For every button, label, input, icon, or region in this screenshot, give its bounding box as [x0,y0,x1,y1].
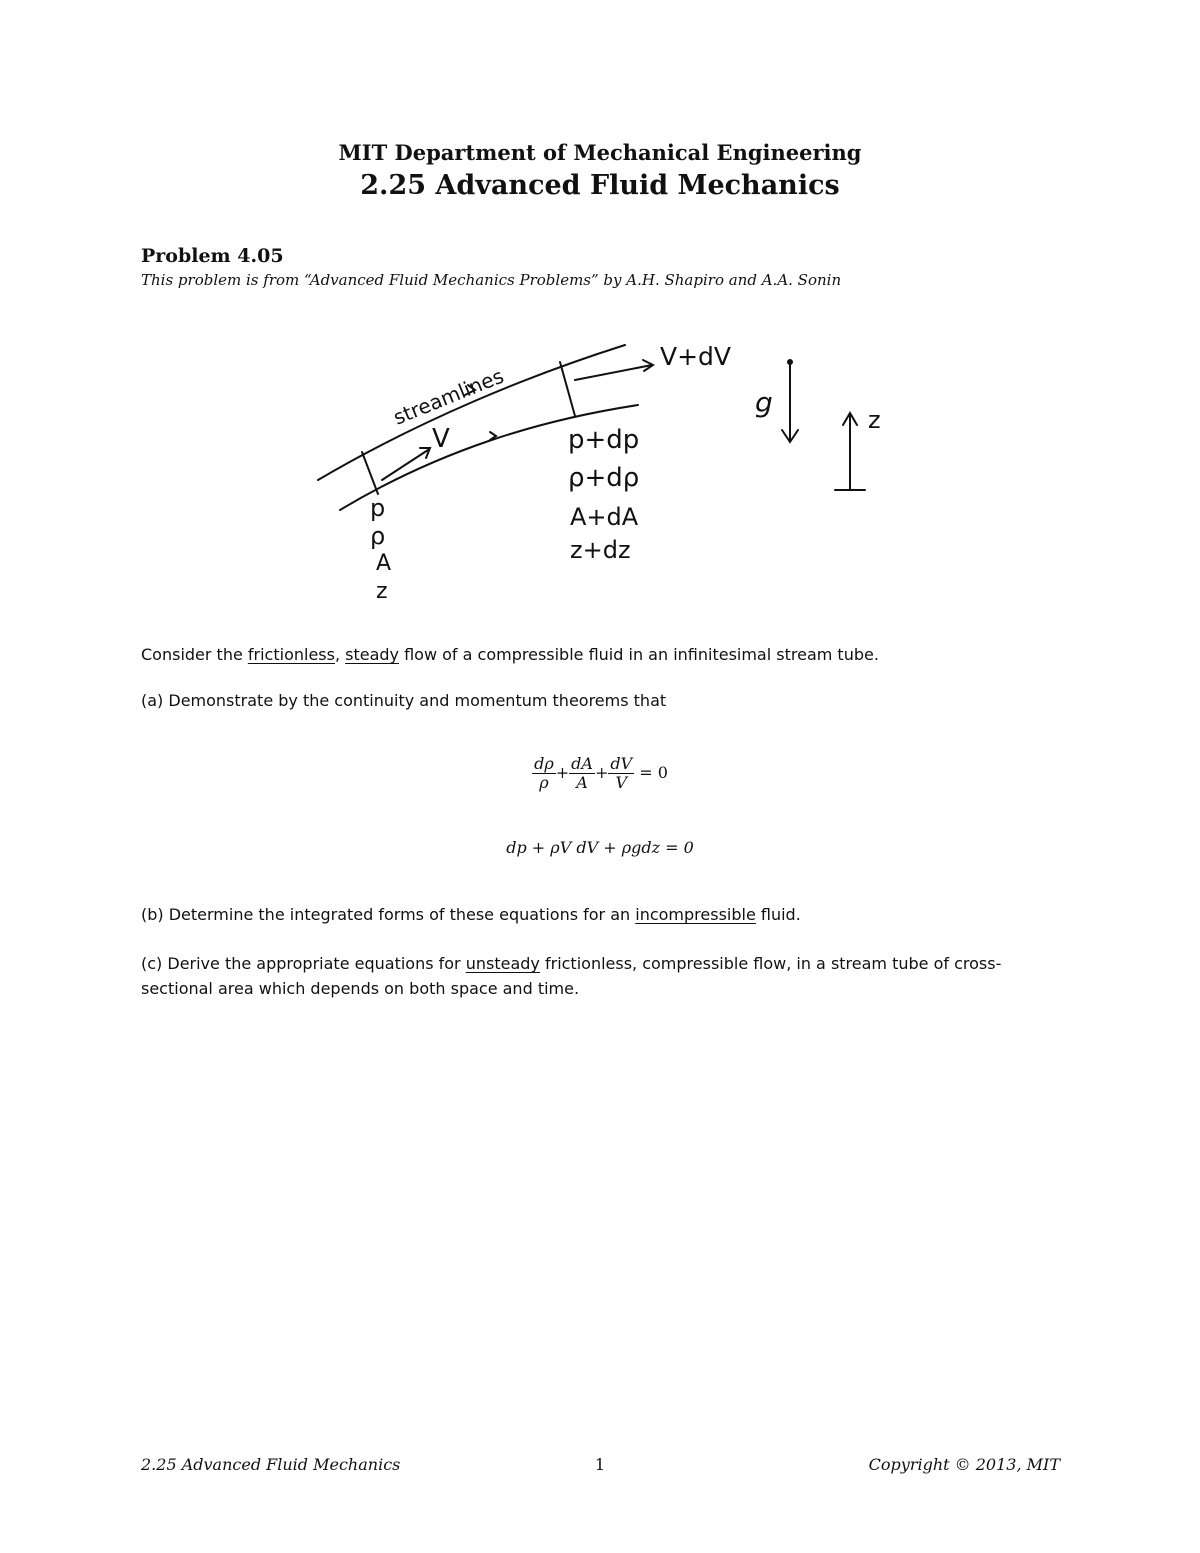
right-pressure-label: p+dp [568,425,640,455]
z-axis-label: z [868,406,881,434]
gravity-label: g [755,386,773,419]
footer-page-number: 1 [594,1455,606,1474]
left-density-label: ρ [370,522,386,550]
right-density-label: ρ+dρ [568,463,640,493]
left-elevation-label: z [376,579,388,604]
department-heading: MIT Department of Mechanical Engineering [338,140,862,165]
part-b-text: (b) Determine the integrated forms of these equations for an incompressible fluid. [141,905,801,924]
part-c-text: (c) Derive the appropriate equations for unsteady frictionless, compressible flow, in a stream tube of cross-sectional area which depends on both space and time. [141,954,1002,998]
left-pressure-label: p [370,494,386,522]
right-area-label: A+dA [570,503,639,531]
intro-paragraph: Consider the frictionless, steady flow of a compressible fluid in an infinitesimal stream tube. [141,645,879,664]
unsteady-term: unsteady [465,954,540,973]
frictionless-term: frictionless [247,645,335,664]
continuity-equation: $\frac{d\rho}{\rho}$ + $\frac{dA}{A}$ + $\frac{dV}{V}$ = 0 [534,754,668,792]
gravity-origin-dot [787,359,793,365]
footer-course: 2.25 Advanced Fluid Mechanics [141,1455,401,1474]
course-title: 2.25 Advanced Fluid Mechanics [360,170,840,201]
footer-copyright: Copyright © 2013, MIT [868,1455,1060,1474]
velocity-plus-dv-label: V+dV [660,342,732,371]
problem-source: This problem is from “Advanced Fluid Mechanics Problems” by A.H. Shapiro and A.A. Sonin [141,271,842,289]
part-a-text: (a) Demonstrate by the continuity and momentum theorems that [141,691,667,710]
left-area-label: A [376,551,392,576]
stream-tube-diagram [300,330,920,620]
right-elevation-label: z+dz [570,536,631,564]
steady-term: steady [345,645,400,664]
velocity-label: V [432,424,450,454]
momentum-equation: dp + ρV dV + ρgdz = 0 [506,838,694,857]
problem-title: Problem 4.05 [141,245,284,267]
incompressible-term: incompressible [635,905,756,924]
streamlines-label: streamlines [389,363,507,430]
